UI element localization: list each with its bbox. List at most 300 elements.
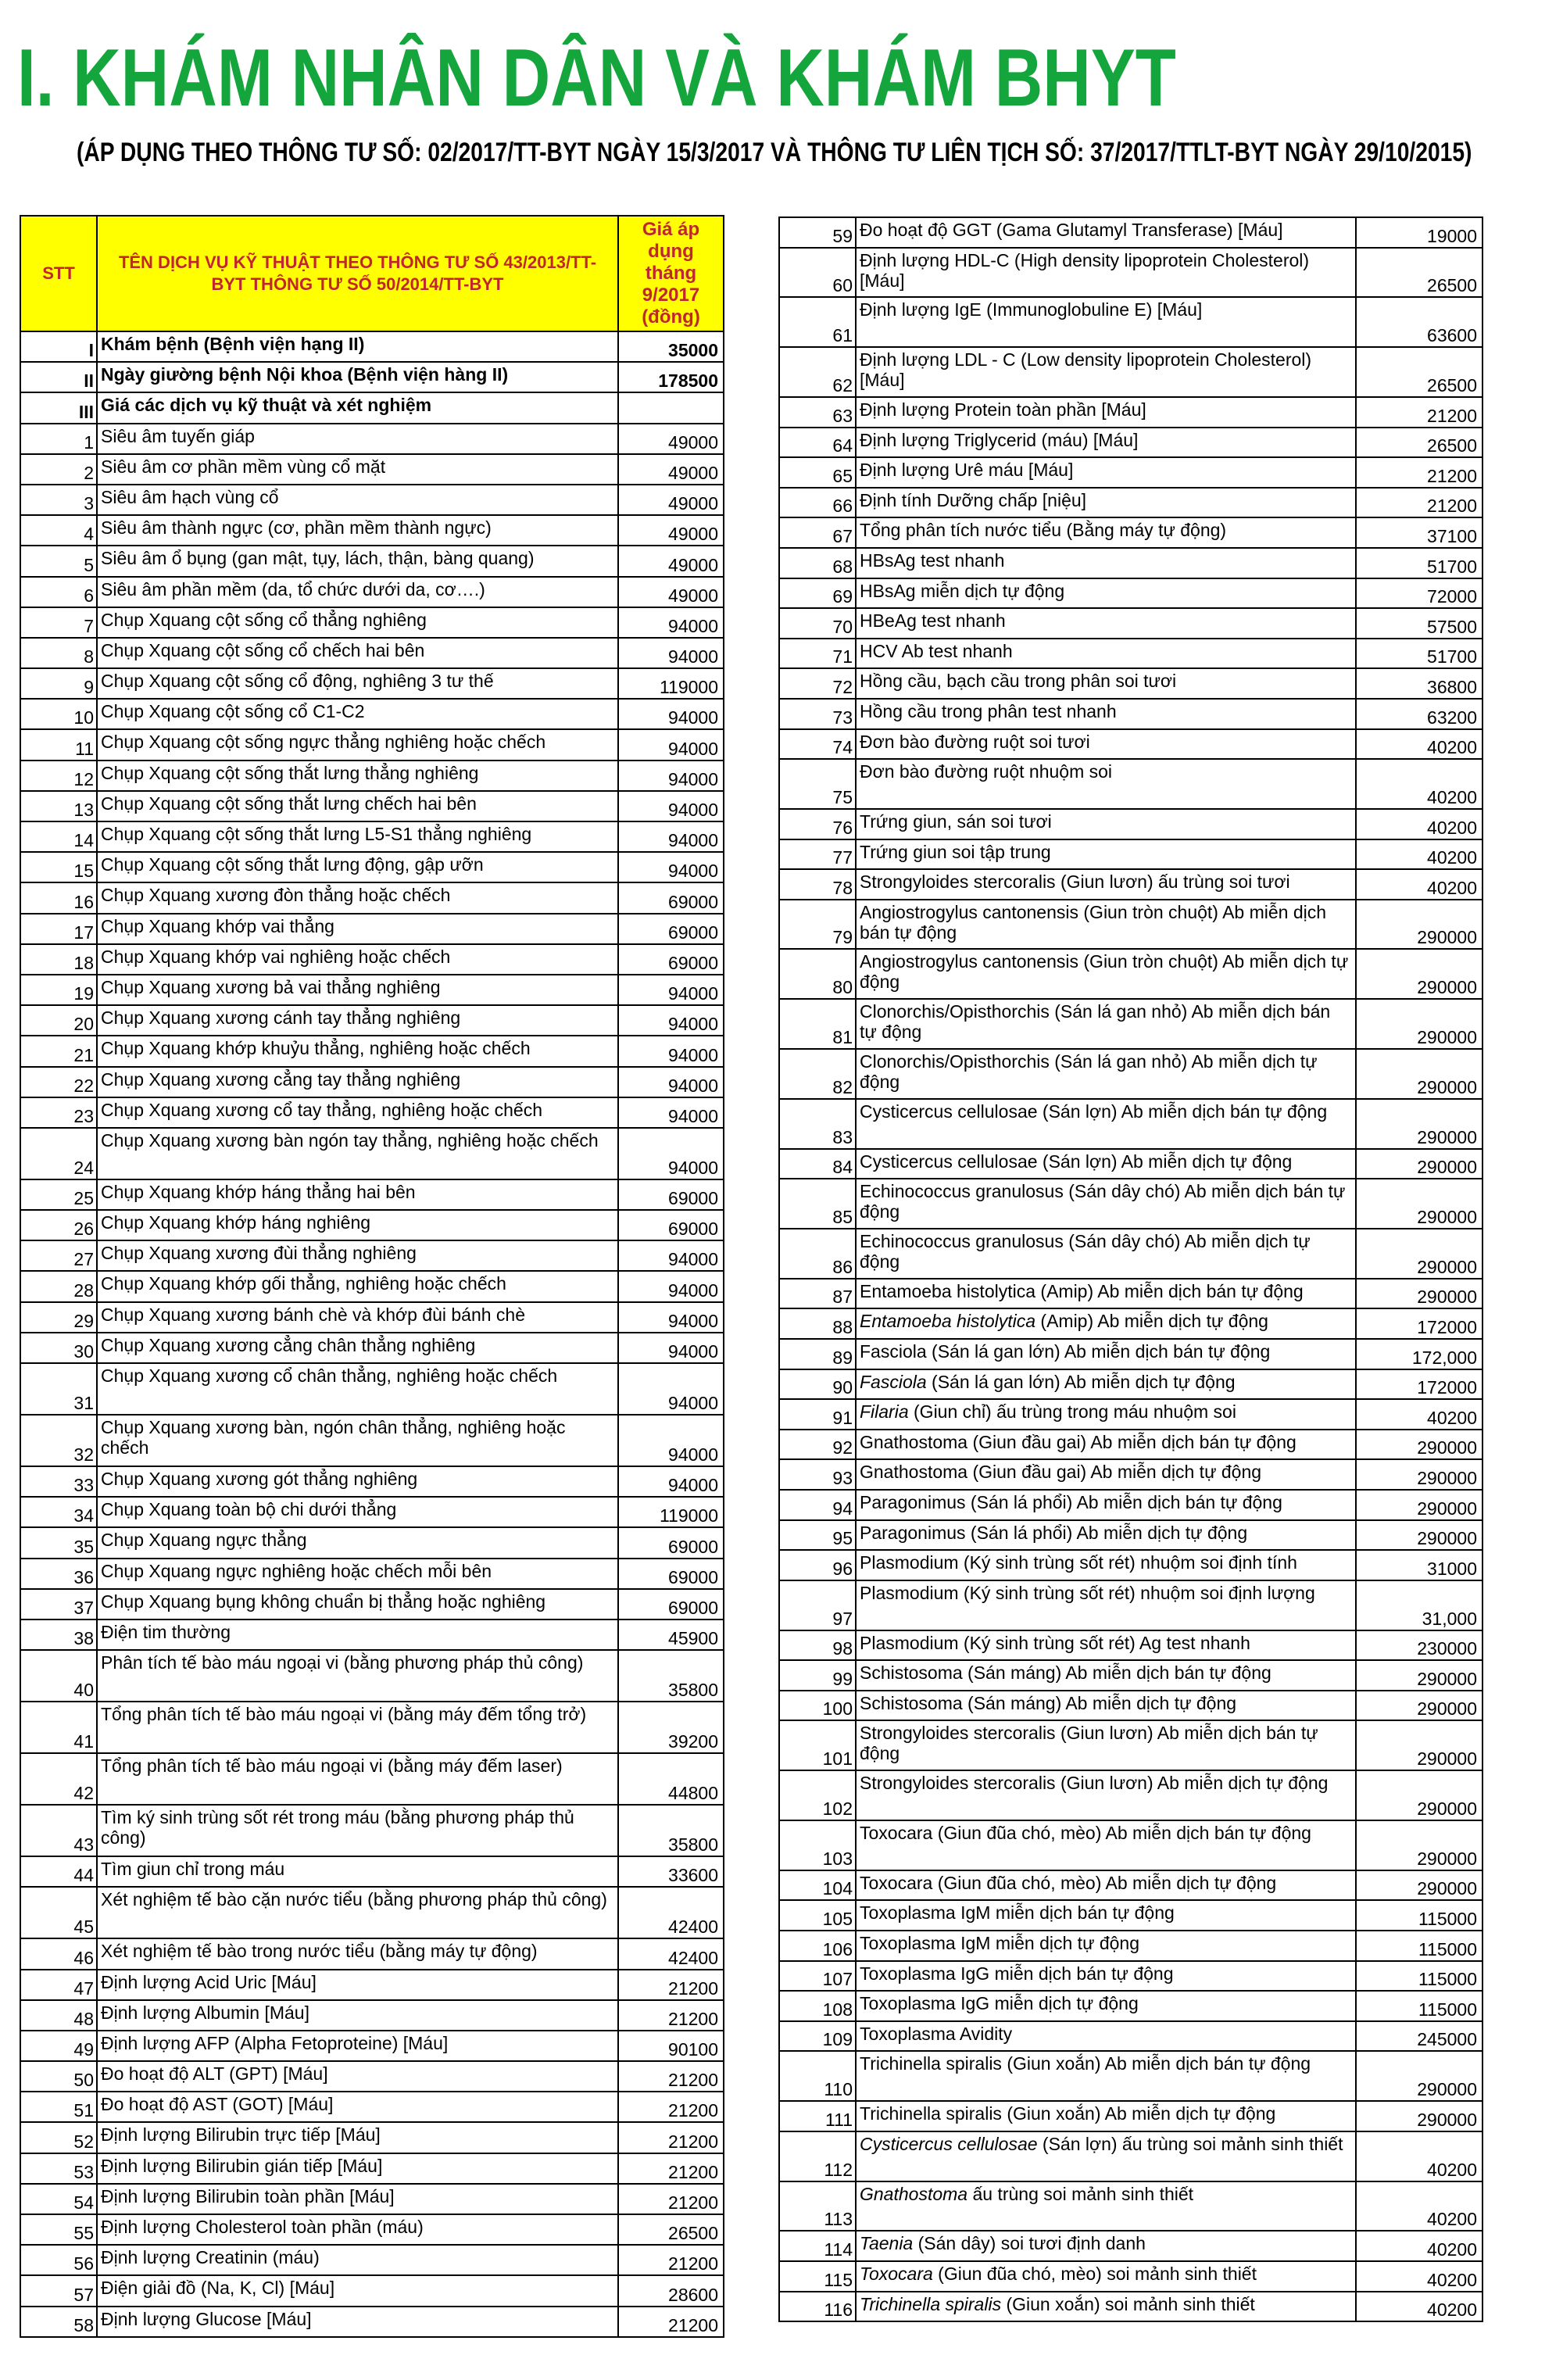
- row-stt: 23: [20, 1097, 97, 1128]
- row-stt: 2: [20, 454, 97, 485]
- row-stt: 13: [20, 791, 97, 821]
- row-service-name: Định lượng Cholesterol toàn phần (máu): [97, 2214, 618, 2245]
- table-row: [779, 1279, 1483, 1309]
- row-stt: 20: [20, 1005, 97, 1036]
- table-row: [779, 729, 1483, 760]
- row-service-name: Chụp Xquang khớp háng nghiêng: [97, 1210, 618, 1240]
- row-stt: 109: [779, 2021, 856, 2052]
- table-row: [20, 2153, 724, 2184]
- row-service-name: Chụp Xquang toàn bộ chi dưới thẳng: [97, 1497, 618, 1527]
- table-row: [779, 699, 1483, 729]
- table-row: [20, 699, 724, 729]
- table-row: [779, 1991, 1483, 2021]
- row-service-name: Chụp Xquang khớp gối thẳng, nghiêng hoặc chếch: [97, 1271, 618, 1301]
- row-service-name: Toxoplasma IgM miễn dịch tự động: [856, 1931, 1356, 1961]
- row-service-name: Gnathostoma (Giun đầu gai) Ab miễn dịch bán tự động: [856, 1430, 1356, 1460]
- table-row: [779, 1691, 1483, 1721]
- row-stt: 9: [20, 668, 97, 699]
- table-row: [779, 1229, 1483, 1279]
- row-price: 172,000: [1356, 1339, 1483, 1369]
- row-stt: 84: [779, 1149, 856, 1179]
- table-row: [20, 485, 724, 515]
- row-stt: 78: [779, 869, 856, 900]
- table-row: [20, 2122, 724, 2153]
- row-service-name: Entamoeba histolytica (Amip) Ab miễn dịch tự động: [856, 1308, 1356, 1339]
- row-price: 49000: [618, 577, 724, 607]
- row-service-name: Cysticercus cellulosae (Sán lợn) Ab miễn dịch tự động: [856, 1149, 1356, 1179]
- row-stt: 61: [779, 297, 856, 347]
- header-price: Giá áp dụng tháng 9/2017 (đồng): [618, 216, 724, 331]
- row-price: 290000: [1356, 1691, 1483, 1721]
- page-subtitle: (ÁP DỤNG THEO THÔNG TƯ SỐ: 02/2017/TT-BYT NGÀY 15/3/2017 VÀ THÔNG TƯ LIÊN TỊCH SỐ: 37/2017/TTLT-BYT NGÀY 29/10/2015): [77, 138, 1472, 167]
- row-stt: 103: [779, 1820, 856, 1870]
- table-row: [779, 2051, 1483, 2101]
- row-stt: 87: [779, 1279, 856, 1309]
- table-row: [20, 1240, 724, 1271]
- table-row: [779, 2101, 1483, 2131]
- row-service-name: Chụp Xquang xương cẳng tay thẳng nghiêng: [97, 1067, 618, 1097]
- row-service-name: Clonorchis/Opisthorchis (Sán lá gan nhỏ) Ab miễn dịch bán tự động: [856, 999, 1356, 1049]
- row-stt: 71: [779, 639, 856, 669]
- row-price: 290000: [1356, 1520, 1483, 1551]
- table-row: [20, 2307, 724, 2337]
- row-service-name: Paragonimus (Sán lá phổi) Ab miễn dịch tự động: [856, 1520, 1356, 1551]
- row-service-name: Chụp Xquang cột sống cổ C1-C2: [97, 699, 618, 729]
- row-price: [618, 392, 724, 423]
- table-row: [20, 791, 724, 821]
- row-price: 69000: [618, 1527, 724, 1558]
- row-stt: 21: [20, 1036, 97, 1066]
- table-row: [779, 297, 1483, 347]
- row-stt: 96: [779, 1550, 856, 1580]
- row-service-name: Tổng phân tích tế bào máu ngoại vi (bằng máy đếm tổng trở): [97, 1702, 618, 1753]
- row-service-name: Định lượng Bilirubin gián tiếp [Máu]: [97, 2153, 618, 2184]
- table-row: [779, 2181, 1483, 2231]
- row-price: 69000: [618, 1210, 724, 1240]
- row-service-name: Chụp Xquang xương đòn thẳng hoặc chếch: [97, 882, 618, 913]
- row-price: 21200: [618, 2092, 724, 2122]
- table-row: [20, 1527, 724, 1558]
- row-stt: 43: [20, 1805, 97, 1856]
- row-service-name: Schistosoma (Sán máng) Ab miễn dịch bán tự động: [856, 1660, 1356, 1691]
- row-stt: 92: [779, 1430, 856, 1460]
- row-price: 40200: [1356, 2292, 1483, 2322]
- table-row: [779, 1459, 1483, 1490]
- row-stt: 55: [20, 2214, 97, 2245]
- row-stt: 7: [20, 607, 97, 638]
- row-price: 94000: [618, 729, 724, 760]
- row-service-name: Đo hoạt độ ALT (GPT) [Máu]: [97, 2061, 618, 2092]
- row-service-name: Gnathostoma (Giun đầu gai) Ab miễn dịch tự động: [856, 1459, 1356, 1490]
- row-service-name: Chụp Xquang cột sống thắt lưng thẳng nghiêng: [97, 761, 618, 791]
- table-row: [779, 1369, 1483, 1400]
- row-price: 42400: [618, 1887, 724, 1938]
- row-service-name: Siêu âm thành ngực (cơ, phần mềm thành ngực): [97, 515, 618, 546]
- row-stt: 111: [779, 2101, 856, 2131]
- table-header-row: [20, 216, 724, 331]
- row-stt: 42: [20, 1753, 97, 1805]
- row-stt: 56: [20, 2245, 97, 2275]
- table-row: [20, 2061, 724, 2092]
- table-row: [779, 1820, 1483, 1870]
- table-row: [779, 2131, 1483, 2181]
- row-stt: 65: [779, 457, 856, 488]
- table-row: [20, 1067, 724, 1097]
- row-stt: 116: [779, 2292, 856, 2322]
- row-stt: 79: [779, 900, 856, 950]
- row-stt: 46: [20, 1938, 97, 1969]
- row-stt: 40: [20, 1650, 97, 1702]
- row-stt: 83: [779, 1099, 856, 1149]
- row-service-name: Chụp Xquang xương cánh tay thẳng nghiêng: [97, 1005, 618, 1036]
- table-row: [779, 1308, 1483, 1339]
- row-service-name: Toxoplasma IgM miễn dịch bán tự động: [856, 1900, 1356, 1931]
- row-price: 178500: [618, 362, 724, 392]
- row-stt: 1: [20, 424, 97, 454]
- row-price: 21200: [618, 1970, 724, 2000]
- row-price: 94000: [618, 1005, 724, 1036]
- row-stt: 27: [20, 1240, 97, 1271]
- row-stt: 99: [779, 1660, 856, 1691]
- row-service-name: Fasciola (Sán lá gan lớn) Ab miễn dịch bán tự động: [856, 1339, 1356, 1369]
- row-stt: 100: [779, 1691, 856, 1721]
- row-price: 69000: [618, 1589, 724, 1619]
- row-stt: 47: [20, 1970, 97, 2000]
- price-table-right: [778, 217, 1483, 2322]
- row-price: 51700: [1356, 639, 1483, 669]
- row-price: 40200: [1356, 2261, 1483, 2292]
- row-stt: 101: [779, 1720, 856, 1770]
- table-row: [20, 1650, 724, 1702]
- page-title: I. KHÁM NHÂN DÂN VÀ KHÁM BHYT: [17, 33, 1176, 123]
- row-price: 94000: [618, 1302, 724, 1333]
- row-service-name: Trichinella spiralis (Giun xoắn) Ab miễn dịch tự động: [856, 2101, 1356, 2131]
- row-stt: 30: [20, 1333, 97, 1363]
- row-price: 290000: [1356, 1049, 1483, 1099]
- row-stt: 22: [20, 1067, 97, 1097]
- row-price: 94000: [618, 638, 724, 668]
- table-row: [20, 1036, 724, 1066]
- table-row: [20, 2031, 724, 2061]
- row-price: 40200: [1356, 869, 1483, 900]
- row-price: 290000: [1356, 2101, 1483, 2131]
- row-stt: 18: [20, 944, 97, 975]
- row-price: 33600: [618, 1856, 724, 1887]
- row-price: 21200: [1356, 457, 1483, 488]
- row-price: 51700: [1356, 548, 1483, 578]
- row-price: 94000: [618, 1363, 724, 1415]
- row-service-name: Plasmodium (Ký sinh trùng sốt rét) nhuộm soi định lượng: [856, 1580, 1356, 1630]
- row-stt: 15: [20, 852, 97, 882]
- row-price: 290000: [1356, 1720, 1483, 1770]
- row-price: 94000: [618, 1128, 724, 1179]
- row-service-name: Điện giải đồ (Na, K, Cl) [Máu]: [97, 2275, 618, 2306]
- row-service-name: Khám bệnh (Bệnh viện hạng II): [97, 331, 618, 362]
- table-row: [20, 1005, 724, 1036]
- row-service-name: Xét nghiệm tế bào trong nước tiểu (bằng máy tự động): [97, 1938, 618, 1969]
- table-row: [20, 1589, 724, 1619]
- table-row: [20, 729, 724, 760]
- row-stt: 97: [779, 1580, 856, 1630]
- row-service-name: Chụp Xquang khớp khuỷu thẳng, nghiêng hoặc chếch: [97, 1036, 618, 1066]
- row-price: 290000: [1356, 1490, 1483, 1520]
- row-stt: 105: [779, 1900, 856, 1931]
- table-row: [779, 548, 1483, 578]
- row-service-name: Angiostrogylus cantonensis (Giun tròn chuột) Ab miễn dịch bán tự động: [856, 900, 1356, 950]
- table-row: [20, 914, 724, 944]
- row-service-name: Toxocara (Giun đũa chó, mèo) Ab miễn dịch tự động: [856, 1870, 1356, 1901]
- table-row: [779, 248, 1483, 298]
- table-row: [20, 975, 724, 1005]
- table-row: [20, 1619, 724, 1650]
- table-row: [20, 454, 724, 485]
- row-price: 290000: [1356, 1149, 1483, 1179]
- table-row: [20, 668, 724, 699]
- row-service-name: Chụp Xquang xương đùi thẳng nghiêng: [97, 1240, 618, 1271]
- row-price: 31000: [1356, 1550, 1483, 1580]
- table-row: [20, 607, 724, 638]
- row-price: 26500: [1356, 428, 1483, 458]
- row-service-name: HCV Ab test nhanh: [856, 639, 1356, 669]
- row-service-name: Siêu âm cơ phần mềm vùng cổ mặt: [97, 454, 618, 485]
- right-table-body: [779, 217, 1483, 2321]
- row-service-name: Toxoplasma Avidity: [856, 2021, 1356, 2052]
- table-row: [779, 347, 1483, 397]
- table-row: [20, 761, 724, 791]
- row-stt: 59: [779, 217, 856, 248]
- row-price: 21200: [618, 2122, 724, 2153]
- row-stt: 60: [779, 248, 856, 298]
- table-row: [20, 1805, 724, 1856]
- row-price: 94000: [618, 1240, 724, 1271]
- row-service-name: Echinococcus granulosus (Sán dây chó) Ab miễn dịch bán tự động: [856, 1179, 1356, 1229]
- row-price: 28600: [618, 2275, 724, 2306]
- row-price: 94000: [618, 1097, 724, 1128]
- row-service-name: Chụp Xquang xương bả vai thẳng nghiêng: [97, 975, 618, 1005]
- row-service-name: Định lượng Triglycerid (máu) [Máu]: [856, 428, 1356, 458]
- table-row: [779, 1720, 1483, 1770]
- row-stt: 90: [779, 1369, 856, 1400]
- row-stt: 35: [20, 1527, 97, 1558]
- table-row: [779, 1550, 1483, 1580]
- row-stt: 98: [779, 1630, 856, 1661]
- table-row: [20, 638, 724, 668]
- row-price: 21200: [618, 2307, 724, 2337]
- row-service-name: Clonorchis/Opisthorchis (Sán lá gan nhỏ) Ab miễn dịch tự động: [856, 1049, 1356, 1099]
- row-price: 94000: [618, 1067, 724, 1097]
- row-stt: 63: [779, 397, 856, 428]
- row-price: 94000: [618, 699, 724, 729]
- row-stt: 4: [20, 515, 97, 546]
- table-row: [779, 397, 1483, 428]
- row-price: 40200: [1356, 729, 1483, 760]
- row-service-name: Đơn bào đường ruột soi tươi: [856, 729, 1356, 760]
- row-service-name: Plasmodium (Ký sinh trùng sốt rét) Ag test nhanh: [856, 1630, 1356, 1661]
- row-stt: 107: [779, 1961, 856, 1992]
- table-row: [779, 578, 1483, 609]
- table-row: [779, 428, 1483, 458]
- table-row: [20, 882, 724, 913]
- row-service-name: Trứng giun, sán soi tươi: [856, 809, 1356, 839]
- row-price: 40200: [1356, 2181, 1483, 2231]
- table-row: [779, 949, 1483, 999]
- row-service-name: Siêu âm phần mềm (da, tổ chức dưới da, cơ….): [97, 577, 618, 607]
- row-price: 94000: [618, 1271, 724, 1301]
- table-row: [779, 1931, 1483, 1961]
- row-stt: 62: [779, 347, 856, 397]
- table-row: [20, 1210, 724, 1240]
- row-service-name: Echinococcus granulosus (Sán dây chó) Ab miễn dịch tự động: [856, 1229, 1356, 1279]
- row-price: 94000: [618, 852, 724, 882]
- row-service-name: Chụp Xquang bụng không chuẩn bị thẳng hoặc nghiêng: [97, 1589, 618, 1619]
- table-row: [779, 2292, 1483, 2322]
- row-price: 72000: [1356, 578, 1483, 609]
- table-row: [20, 2245, 724, 2275]
- row-price: 31,000: [1356, 1580, 1483, 1630]
- row-service-name: Plasmodium (Ký sinh trùng sốt rét) nhuộm soi định tính: [856, 1550, 1356, 1580]
- row-price: 290000: [1356, 1279, 1483, 1309]
- table-row: [779, 1961, 1483, 1992]
- row-service-name: Định lượng Bilirubin trực tiếp [Máu]: [97, 2122, 618, 2153]
- row-service-name: Định lượng Protein toàn phần [Máu]: [856, 397, 1356, 428]
- row-service-name: Định lượng Creatinin (máu): [97, 2245, 618, 2275]
- table-row: [20, 1466, 724, 1497]
- row-service-name: HBsAg test nhanh: [856, 548, 1356, 578]
- row-price: 94000: [618, 821, 724, 852]
- row-service-name: Toxocara (Giun đũa chó, mèo) soi mảnh sinh thiết: [856, 2261, 1356, 2292]
- row-stt: 54: [20, 2184, 97, 2214]
- row-price: 49000: [618, 454, 724, 485]
- row-price: 172000: [1356, 1308, 1483, 1339]
- row-price: 69000: [618, 1559, 724, 1589]
- row-stt: II: [20, 362, 97, 392]
- table-row: [779, 2231, 1483, 2261]
- row-stt: 86: [779, 1229, 856, 1279]
- row-price: 40200: [1356, 809, 1483, 839]
- table-row: [779, 1099, 1483, 1149]
- table-row: [20, 331, 724, 362]
- row-price: 19000: [1356, 217, 1483, 248]
- row-stt: 34: [20, 1497, 97, 1527]
- row-price: 40200: [1356, 839, 1483, 870]
- table-row: [779, 1870, 1483, 1901]
- row-stt: 81: [779, 999, 856, 1049]
- row-price: 290000: [1356, 1770, 1483, 1820]
- row-stt: 74: [779, 729, 856, 760]
- row-service-name: Chụp Xquang xương bàn, ngón chân thẳng, nghiêng hoặc chếch: [97, 1415, 618, 1466]
- row-stt: 14: [20, 821, 97, 852]
- header-stt: STT: [20, 216, 97, 331]
- table-row: [779, 2021, 1483, 2052]
- table-row: [779, 668, 1483, 699]
- row-service-name: Đo hoạt độ AST (GOT) [Máu]: [97, 2092, 618, 2122]
- row-price: 230000: [1356, 1630, 1483, 1661]
- row-service-name: Chụp Xquang khớp háng thẳng hai bên: [97, 1179, 618, 1210]
- row-price: 21200: [618, 2184, 724, 2214]
- row-stt: 6: [20, 577, 97, 607]
- table-row: [20, 1753, 724, 1805]
- table-row: [779, 2261, 1483, 2292]
- row-stt: 51: [20, 2092, 97, 2122]
- row-price: 42400: [618, 1938, 724, 1969]
- table-row: [20, 2092, 724, 2122]
- table-row: [20, 1363, 724, 1415]
- row-price: 63200: [1356, 699, 1483, 729]
- table-row: [20, 1271, 724, 1301]
- row-price: 69000: [618, 914, 724, 944]
- row-service-name: Chụp Xquang khớp vai nghiêng hoặc chếch: [97, 944, 618, 975]
- row-stt: 12: [20, 761, 97, 791]
- table-row: [20, 577, 724, 607]
- price-table-left: [20, 215, 724, 2338]
- row-stt: 52: [20, 2122, 97, 2153]
- table-row: [20, 2214, 724, 2245]
- table-row: [20, 1970, 724, 2000]
- row-service-name: Trichinella spiralis (Giun xoắn) Ab miễn dịch bán tự động: [856, 2051, 1356, 2101]
- row-service-name: Định lượng IgE (Immunoglobuline E) [Máu]: [856, 297, 1356, 347]
- row-stt: 104: [779, 1870, 856, 1901]
- row-price: 94000: [618, 761, 724, 791]
- row-stt: I: [20, 331, 97, 362]
- row-stt: 80: [779, 949, 856, 999]
- row-stt: 106: [779, 1931, 856, 1961]
- row-service-name: Chụp Xquang cột sống thắt lưng chếch hai bên: [97, 791, 618, 821]
- row-service-name: Angiostrogylus cantonensis (Giun tròn chuột) Ab miễn dịch tự động: [856, 949, 1356, 999]
- row-service-name: Gnathostoma ấu trùng soi mảnh sinh thiết: [856, 2181, 1356, 2231]
- row-stt: 88: [779, 1308, 856, 1339]
- row-stt: 48: [20, 2000, 97, 2031]
- row-stt: 10: [20, 699, 97, 729]
- row-service-name: Cysticercus cellulosae (Sán lợn) ấu trùng soi mảnh sinh thiết: [856, 2131, 1356, 2181]
- row-price: 115000: [1356, 1961, 1483, 1992]
- row-price: 49000: [618, 515, 724, 546]
- row-price: 49000: [618, 546, 724, 576]
- row-stt: 108: [779, 1991, 856, 2021]
- row-stt: 38: [20, 1619, 97, 1650]
- table-row: [779, 999, 1483, 1049]
- row-price: 57500: [1356, 608, 1483, 639]
- row-price: 36800: [1356, 668, 1483, 699]
- row-stt: 44: [20, 1856, 97, 1887]
- row-service-name: Chụp Xquang cột sống thắt lưng L5-S1 thẳng nghiêng: [97, 821, 618, 852]
- row-stt: 50: [20, 2061, 97, 2092]
- row-service-name: Điện tim thường: [97, 1619, 618, 1650]
- row-price: 94000: [618, 1415, 724, 1466]
- table-row: [20, 1415, 724, 1466]
- row-price: 69000: [618, 882, 724, 913]
- row-price: 26500: [1356, 248, 1483, 298]
- row-service-name: Chụp Xquang xương cổ tay thẳng, nghiêng hoặc chếch: [97, 1097, 618, 1128]
- row-stt: 25: [20, 1179, 97, 1210]
- row-service-name: Đơn bào đường ruột nhuộm soi: [856, 759, 1356, 809]
- row-service-name: Cysticercus cellulosae (Sán lợn) Ab miễn dịch bán tự động: [856, 1099, 1356, 1149]
- table-row: [779, 809, 1483, 839]
- row-service-name: Siêu âm ổ bụng (gan mật, tụy, lách, thận, bàng quang): [97, 546, 618, 576]
- table-row: [779, 1520, 1483, 1551]
- row-service-name: Định lượng AFP (Alpha Fetoproteine) [Máu]: [97, 2031, 618, 2061]
- row-stt: 64: [779, 428, 856, 458]
- row-price: 40200: [1356, 1399, 1483, 1430]
- row-service-name: Phân tích tế bào máu ngoại vi (bằng phương pháp thủ công): [97, 1650, 618, 1702]
- row-service-name: Schistosoma (Sán máng) Ab miễn dịch tự động: [856, 1691, 1356, 1721]
- table-row: [779, 1660, 1483, 1691]
- table-row: [779, 1430, 1483, 1460]
- row-stt: 68: [779, 548, 856, 578]
- table-row: [20, 1097, 724, 1128]
- row-stt: 32: [20, 1415, 97, 1466]
- row-stt: 89: [779, 1339, 856, 1369]
- table-row: [20, 392, 724, 423]
